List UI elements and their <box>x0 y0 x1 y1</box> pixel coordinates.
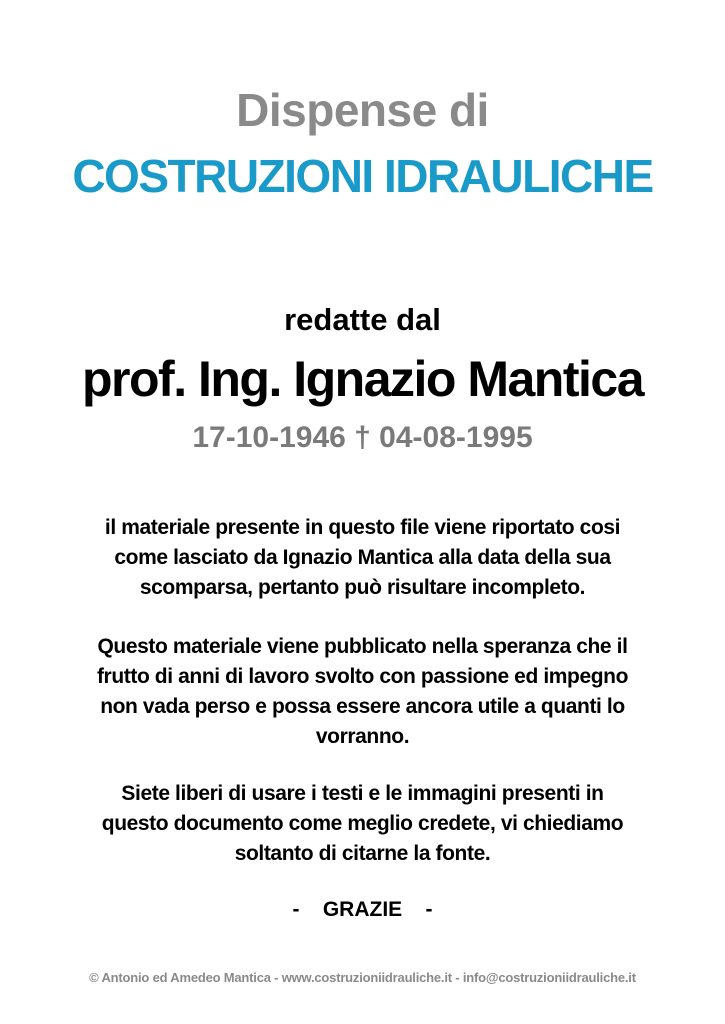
paragraph-line: vorranno. <box>315 725 410 748</box>
paragraph-line: soltanto di citarne la fonte. <box>234 842 491 865</box>
paragraph-line: non vada perso e possa essere ancora utile a quanti lo <box>100 695 625 718</box>
paragraph-line: questo documento come meglio credete, vi chiediamo <box>101 812 624 835</box>
paragraph-line: come lasciato da Ignazio Mantica alla data della sua <box>114 546 611 569</box>
footer-credits: © Antonio ed Amedeo Mantica - www.costruzioniidrauliche.it - info@costruzioniidrauliche.it <box>89 970 636 985</box>
author-intro: redatte dal <box>284 302 441 337</box>
paragraph-line: il materiale presente in questo file viene riportato cosi <box>104 516 621 539</box>
paragraph-license <box>0 779 725 869</box>
paragraph-notice <box>0 513 725 603</box>
paragraph-line: Questo materiale viene pubblicato nella speranza che il <box>97 635 628 658</box>
paragraph-line: Siete liberi di usare i testi e le immagini presenti in <box>121 782 604 805</box>
document-subtitle: Dispense di <box>236 84 489 136</box>
paragraph-line: frutto di anni di lavoro svolto con passione ed impegno <box>96 665 629 688</box>
author-name: prof. Ing. Ignazio Mantica <box>82 351 643 407</box>
thanks-line: - GRAZIE - <box>292 898 433 921</box>
paragraph-line: scomparsa, pertanto può risultare incompleto. <box>139 576 586 599</box>
author-dates: 17-10-1946 † 04-08-1995 <box>192 421 533 454</box>
document-title: COSTRUZIONI IDRAULICHE <box>72 150 653 202</box>
paragraph-purpose <box>0 632 725 752</box>
